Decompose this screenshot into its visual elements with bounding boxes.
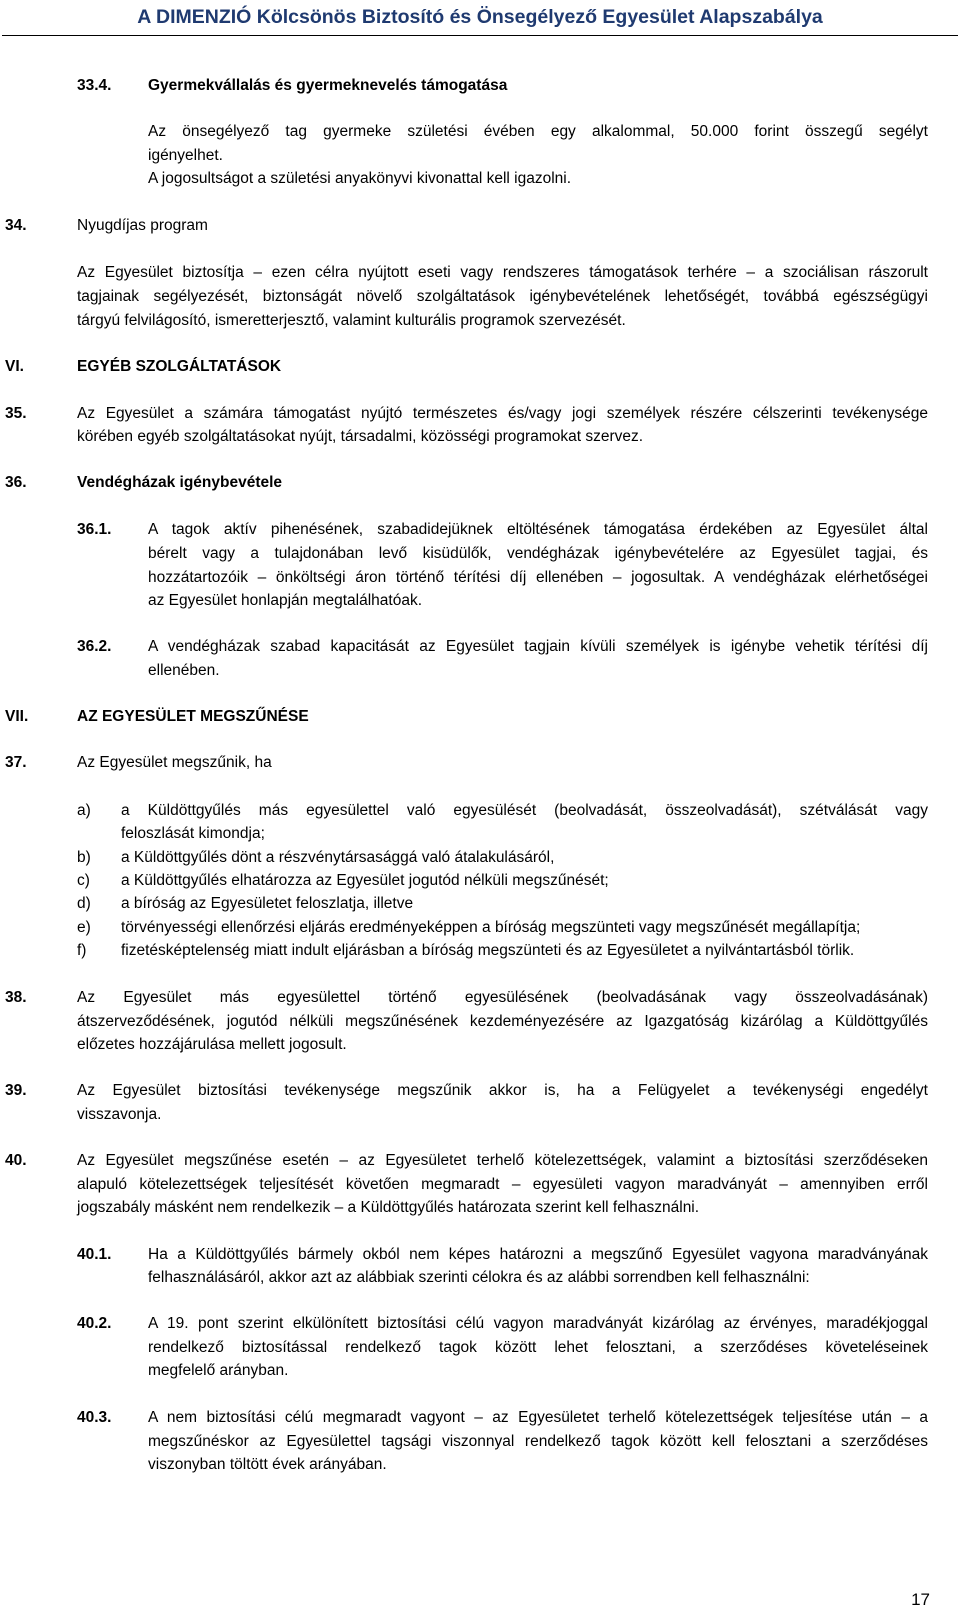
page-number: 17: [911, 1590, 930, 1609]
list-item-text: a Küldöttgyűlés elhatározza az Egyesület jogutód nélküli megszűnését;: [121, 872, 609, 889]
section-title-33-4: Gyermekvállalás és gyermeknevelés támogatása: [148, 77, 508, 94]
section-34-line-3: tárgyú felvilágosító, ismeretterjesztő, valamint kulturális programok szervezését.: [77, 312, 626, 329]
list-item-label: c): [77, 872, 90, 889]
section-34-line-1: Az Egyesület biztosítja – ezen célra nyújtott eseti vagy rendszeres támogatások terhére – a szociálisan rászorult: [77, 264, 928, 281]
section-36-2-line-2: ellenében.: [148, 662, 220, 679]
section-40-line-3: jogszabály másként nem rendelkezik – a Küldöttgyűlés határozata szerint kell felhasználni.: [77, 1199, 700, 1216]
section-40-3-line-2: megszűnéskor az Egyesülettel tagsági viszonnyal rendelkező tagok között kell felosztani a szerződéses: [148, 1433, 928, 1450]
section-33-4-line-1: Az önsegélyező tag gyermeke születési évében egy alkalommal, 50.000 forint összegű segélyt: [148, 123, 928, 140]
section-number-38: 38.: [5, 989, 27, 1006]
section-number-33-4: 33.4.: [77, 77, 112, 94]
section-number-36-1: 36.1.: [77, 521, 112, 538]
list-item-text: törvényességi ellenőrzési eljárás eredményeképpen a bíróság megszünteti vagy megszűnését megállapítja;: [121, 919, 861, 936]
section-40-3-line-1: A nem biztosítási célú megmaradt vagyont – az Egyesületet terhelő kötelezettségek teljesítése után – a: [148, 1409, 928, 1426]
section-36-2-line-1: A vendégházak szabad kapacitását az Egyesület tagjain kívüli személyek is igénybe vehetik térítési díj: [148, 638, 928, 655]
section-number-40-2: 40.2.: [77, 1315, 112, 1332]
section-39-line-1: Az Egyesület biztosítási tevékenysége megszűnik akkor is, ha a Felügyelet a tevékenységi engedélyt: [77, 1082, 928, 1099]
section-33-4-line-3: A jogosultságot a születési anyakönyvi kivonattal kell igazolni.: [148, 170, 572, 187]
list-item-label: e): [77, 919, 91, 936]
section-39-line-2: visszavonja.: [77, 1106, 162, 1123]
chapter-number-vi: VI.: [5, 358, 24, 375]
section-number-39: 39.: [5, 1082, 27, 1099]
section-40-3-line-3: viszonyban töltött évek arányában.: [148, 1456, 387, 1473]
section-number-36: 36.: [5, 474, 27, 491]
chapter-number-vii: VII.: [5, 708, 29, 725]
section-38-line-3: előzetes hozzájárulása mellett jogosult.: [77, 1036, 347, 1053]
section-number-34: 34.: [5, 217, 27, 234]
chapter-title-vi: EGYÉB SZOLGÁLTATÁSOK: [77, 358, 282, 375]
section-35-line-1: Az Egyesület a számára támogatást nyújtó természetes és/vagy jogi személyek részére célszerinti tevékenysége: [77, 405, 928, 422]
section-40-line-1: Az Egyesület megszűnése esetén – az Egyesületet terhelő kötelezettségek, valamint a biztosítási szerződéseken: [77, 1152, 928, 1169]
section-title-34: Nyugdíjas program: [77, 217, 208, 234]
section-40-1-line-1: Ha a Küldöttgyűlés bármely okból nem képes határozni a megszűnő Egyesület vagyona maradványának: [148, 1246, 928, 1263]
list-item-text: a Küldöttgyűlés más egyesülettel való egyesülését (beolvadását, összeolvadását), szétválását vagy: [121, 802, 928, 819]
section-36-1-line-1: A tagok aktív pihenésének, szabadidejüknek eltöltésének támogatása érdekében az Egyesület által: [148, 521, 928, 538]
section-40-2-line-2: rendelkező biztosítással rendelkező tagok között lehet felosztani, a szerződéses követeléseinek: [148, 1339, 928, 1356]
list-item-text: a Küldöttgyűlés dönt a részvénytársasággá való átalakulásáról,: [121, 849, 555, 866]
section-number-40: 40.: [5, 1152, 27, 1169]
list-item-label: b): [77, 849, 91, 866]
header-divider: [2, 35, 958, 36]
section-33-4-line-2: igényelhet.: [148, 147, 223, 164]
section-number-36-2: 36.2.: [77, 638, 112, 655]
section-number-35: 35.: [5, 405, 27, 422]
section-number-40-3: 40.3.: [77, 1409, 112, 1426]
list-item-label: d): [77, 895, 91, 912]
section-35-line-2: körében egyéb szolgáltatásokat nyújt, társadalmi, közösségi programokat szervez.: [77, 428, 644, 445]
chapter-title-vii: AZ EGYESÜLET MEGSZŰNÉSE: [77, 708, 309, 725]
list-item-text: fizetésképtelenség miatt indult eljárásban a bíróság megszünteti és az Egyesületet a nyilvántartásból törlik.: [121, 942, 855, 959]
section-40-line-2: alapuló kötelezettségek teljesítését követően megmaradt – egyesületi vagyon maradványát – amennyiben erről: [77, 1176, 928, 1193]
section-38-line-2: átszerveződésének, jogutód nélküli megszűnésének kezdeményezésére az Igazgatóság kizárólag a Küldöttgyűlés: [77, 1013, 928, 1030]
section-40-2-line-3: megfelelő arányban.: [148, 1362, 289, 1379]
section-number-40-1: 40.1.: [77, 1246, 112, 1263]
section-36-1-line-4: az Egyesület honlapján megtalálhatóak.: [148, 592, 423, 609]
list-item-label: a): [77, 802, 91, 819]
list-item-text-cont: feloszlását kimondja;: [121, 825, 265, 842]
section-37-intro: Az Egyesület megszűnik, ha: [77, 754, 272, 771]
section-40-2-line-1: A 19. pont szerint elkülönített biztosítási célú vagyon maradványát kizárólag az érvényes, maradékjoggal: [148, 1315, 928, 1332]
list-item-text: a bíróság az Egyesületet feloszlatja, illetve: [121, 895, 414, 912]
section-title-36: Vendégházak igénybevétele: [77, 474, 283, 491]
section-38-line-1: Az Egyesület más egyesülettel történő egyesülésének (beolvadásának vagy összeolvadásának): [77, 989, 928, 1006]
section-36-1-line-3: hozzátartozóik – önköltségi áron történő térítési díj ellenében – jogosultak. A vendégházak elérhetőségei: [148, 569, 928, 586]
section-36-1-line-2: bérelt vagy a tulajdonában levő kisüdülők, vendégházak igénybevételére az Egyesület tagjai, és: [148, 545, 928, 562]
section-40-1-line-2: felhasználásáról, akkor azt az alábbiak szerinti célokra és az alábbi sorrendben kell felhasználni:: [148, 1269, 810, 1286]
section-34-line-2: tagjainak segélyezését, biztonságát növelő szolgáltatások igénybevételének lehetőségét, továbbá egészségügyi: [77, 288, 928, 305]
list-item-label: f): [77, 942, 87, 959]
page-header-title: A DIMENZIÓ Kölcsönös Biztosító és Önsegélyező Egyesület Alapszabálya: [137, 6, 823, 28]
section-number-37: 37.: [5, 754, 27, 771]
